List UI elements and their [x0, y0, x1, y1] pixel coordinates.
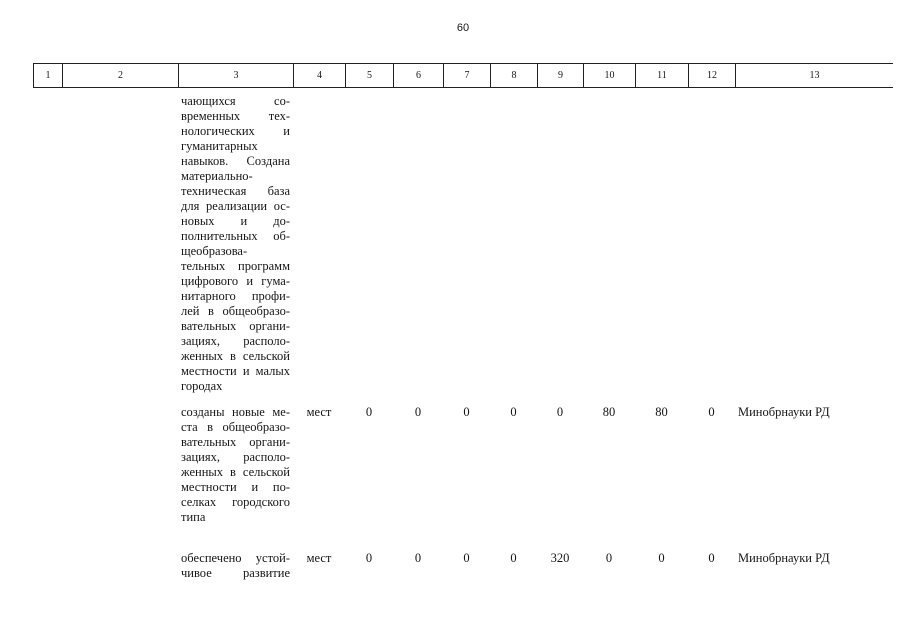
description-line: полнительных об- — [181, 229, 290, 243]
description-line: женных в сельской — [181, 349, 290, 363]
description-line: техническая база — [181, 184, 290, 198]
row-value-col12: 0 — [708, 405, 715, 419]
column-header-11: 11 — [635, 64, 688, 87]
description-line: зациях, располо- — [181, 450, 290, 464]
description-line: навыков. Создана — [181, 154, 290, 168]
description-line: временных тех- — [181, 109, 290, 123]
description-line: для реализации ос- — [181, 199, 290, 213]
row-value-col10: 80 — [602, 405, 616, 419]
column-header-9: 9 — [537, 64, 583, 87]
description-line: ста в общеобразо- — [181, 420, 290, 434]
row-responsible: Минобрнауки РД — [738, 405, 830, 419]
column-header-2: 2 — [62, 64, 178, 87]
column-header-3: 3 — [178, 64, 293, 87]
description-line: щеобразова- — [181, 244, 248, 258]
row-value-col7: 0 — [463, 551, 470, 565]
description-line: обеспечено устой- — [181, 551, 290, 565]
description-line: селках городского — [181, 495, 290, 509]
column-header-1: 1 — [33, 64, 62, 87]
row-unit: мест — [306, 551, 332, 565]
row-value-col6: 0 — [414, 405, 422, 419]
description-line: местности и по- — [181, 480, 290, 494]
description-line: новых и до- — [181, 214, 290, 228]
description-line: нитарного профи- — [181, 289, 290, 303]
row-value-col12: 0 — [708, 551, 715, 565]
row-description — [178, 94, 293, 394]
description-line: городах — [181, 379, 223, 393]
column-header-8: 8 — [490, 64, 537, 87]
column-header-6: 6 — [393, 64, 443, 87]
description-line: вательных органи- — [181, 435, 290, 449]
description-line: тельных программ — [181, 259, 290, 273]
row-value-col9: 0 — [556, 405, 564, 419]
row-description — [178, 551, 293, 581]
description-line: местности и малых — [181, 364, 290, 378]
description-line: чивое развитие — [181, 566, 290, 580]
description-line: материально- — [181, 169, 253, 183]
description-line: женных в сельской — [181, 465, 290, 479]
row-value-col9: 320 — [550, 551, 570, 565]
column-header-5: 5 — [345, 64, 393, 87]
row-value-col10: 0 — [605, 551, 613, 565]
row-value-col5: 0 — [365, 551, 373, 565]
description-line: цифрового и гума- — [181, 274, 290, 288]
row-value-col11: 0 — [658, 551, 665, 565]
description-line: гуманитарных — [181, 139, 258, 153]
column-header-4: 4 — [293, 64, 345, 87]
row-responsible: Минобрнауки РД — [738, 551, 830, 565]
row-value-col8: 0 — [510, 551, 517, 565]
table-header-row — [33, 63, 893, 88]
column-header-13: 13 — [735, 64, 893, 87]
row-value-col5: 0 — [365, 405, 373, 419]
column-header-10: 10 — [583, 64, 635, 87]
column-header-7: 7 — [443, 64, 490, 87]
description-line: зациях, располо- — [181, 334, 290, 348]
row-value-col11: 80 — [655, 405, 668, 419]
column-header-12: 12 — [688, 64, 735, 87]
row-value-col6: 0 — [414, 551, 422, 565]
description-line: чающихся со- — [181, 94, 290, 108]
table-row — [33, 94, 893, 394]
row-value-col8: 0 — [510, 405, 517, 419]
description-line: созданы новые ме- — [181, 405, 290, 419]
description-line: типа — [181, 510, 206, 524]
description-line: лей в общеобразо- — [181, 304, 290, 318]
table-row — [33, 405, 893, 525]
row-value-col7: 0 — [463, 405, 470, 419]
description-line: нологических и — [181, 124, 290, 138]
description-line: вательных органи- — [181, 319, 290, 333]
table-row — [33, 551, 893, 581]
row-unit: мест — [306, 405, 332, 419]
page-number: 60 — [456, 22, 470, 34]
row-description — [178, 405, 293, 525]
